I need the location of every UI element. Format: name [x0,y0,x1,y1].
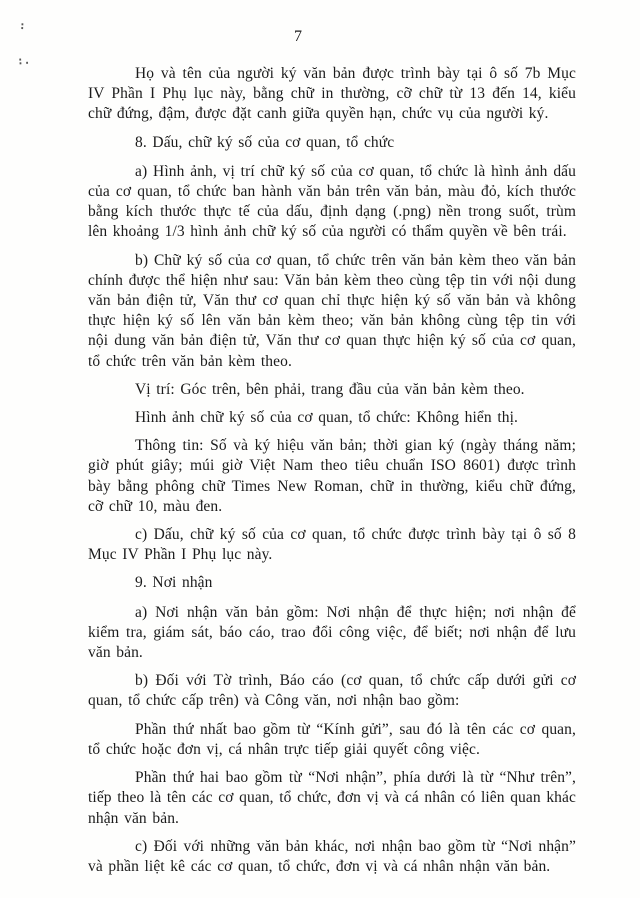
section-heading-8: 8. Dấu, chữ ký số của cơ quan, tổ chức [135,133,395,151]
page-number: 7 [294,28,302,45]
paragraph-hinh-anh: Hình ảnh chữ ký số của cơ quan, tổ chức: Không hiển thị. [135,409,518,427]
scan-artifact-mark: :. [16,53,31,68]
paragraph-phan-thu-hai: Phần thứ hai bao gồm từ “Nơi nhận”, phía dưới là từ “Như trên”, tiếp theo là tên các cơ quan, tổ chức, đơn vị và cá nhân có liên quan khác nhận văn bản. [88,769,576,827]
paragraph-9c: c) Đối với những văn bản khác, nơi nhận bao gồm từ “Nơi nhận” và phần liệt kê các cơ quan, tổ chức, đơn vị và cá nhân nhận văn bản. [88,837,576,875]
paragraph-8b: b) Chữ ký số của cơ quan, tổ chức trên văn bản kèm theo văn bản chính được thể hiện như sau: Văn bản kèm theo cùng tệp tin với nội dung văn bản điện tử, Văn thư cơ quan chỉ thực hiện ký số văn bản và không thực hiện ký số lên văn bản kèm theo; văn bản không cùng tệp tin với nội dung văn bản điện tử, Văn thư cơ quan thực hiện ký số của cơ quan, tổ chức trên văn bản kèm theo. [88,251,576,370]
paragraph-9b: b) Đối với Tờ trình, Báo cáo (cơ quan, tổ chức cấp dưới gửi cơ quan, tổ chức cấp trên) và Công văn, nơi nhận bao gồm: [88,672,576,710]
scan-artifact-mark: : [18,18,26,33]
paragraph-8a: a) Hình ảnh, vị trí chữ ký số của cơ quan, tổ chức là hình ảnh dấu của cơ quan, tổ chức ban hành văn bản trên văn bản, màu đỏ, kích thước bằng kích thước thực tế của dấu, định dạng (.png) nền trong suốt, trùm lên khoảng 1/3 hình ảnh chữ ký số của người có thẩm quyền về bên trái. [88,162,576,241]
paragraph-9a: a) Nơi nhận văn bản gồm: Nơi nhận để thực hiện; nơi nhận để kiểm tra, giám sát, báo cáo, trao đổi công việc, để biết; nơi nhận để lưu văn bản. [88,603,576,662]
document-body [88,64,576,885]
section-heading-9: 9. Nơi nhận [135,574,213,592]
paragraph-thong-tin: Thông tin: Số và ký hiệu văn bản; thời gian ký (ngày tháng năm; giờ phút giây; múi giờ Việt Nam theo tiêu chuẩn ISO 8601) được trình bày bằng phông chữ Times New Roman, chữ in thường, kiểu chữ đứng, cỡ chữ 10, màu đen. [88,437,576,515]
paragraph-vi-tri: Vị trí: Góc trên, bên phải, trang đầu của văn bản kèm theo. [135,380,525,398]
paragraph-signer-name: Họ và tên của người ký văn bản được trình bày tại ô số 7b Mục IV Phần I Phụ lục này, bằng chữ in thường, cỡ chữ từ 13 đến 14, kiểu chữ đứng, đậm, được đặt canh giữa quyền hạn, chức vụ của người ký. [88,65,576,123]
paragraph-phan-thu-nhat: Phần thứ nhất bao gồm từ “Kính gửi”, sau đó là tên các cơ quan, tổ chức hoặc đơn vị, cá nhân trực tiếp giải quyết công việc. [88,720,576,758]
paragraph-8c: c) Dấu, chữ ký số của cơ quan, tổ chức được trình bày tại ô số 8 Mục IV Phần I Phụ lục này. [88,526,576,564]
